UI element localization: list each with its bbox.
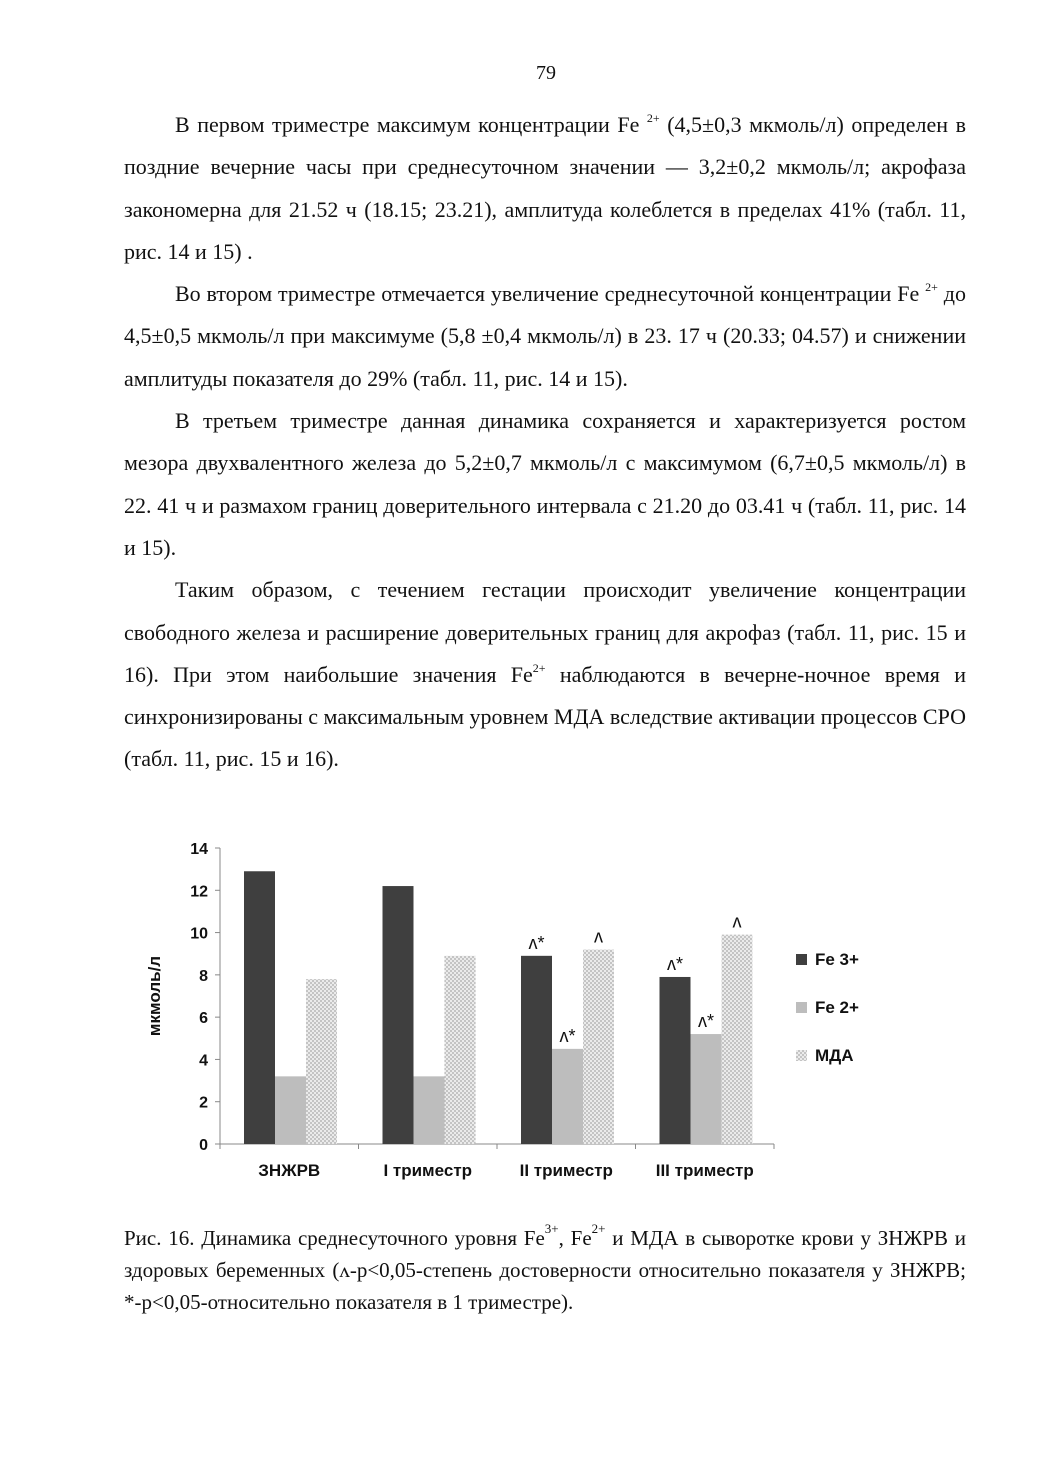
- legend-label: Fe 2+: [815, 998, 859, 1017]
- x-tick-label: III триместр: [655, 1161, 754, 1180]
- y-tick-label: 10: [190, 925, 208, 943]
- text-segment: до 4,5±0,5 мкмоль/л при максимуме (5,8 ±0,4 мкмоль/л) в 23. 17 ч (20.33; 04.57) и снижении амплитуды показателя до 29% (табл. 11, рис. 14 и 15).: [124, 281, 966, 391]
- significance-mark: ʌ: [594, 926, 603, 947]
- y-tick-label: 0: [199, 1137, 208, 1154]
- page-number: 79: [536, 62, 556, 84]
- bar-0-3: [660, 977, 691, 1144]
- y-tick-label: 12: [190, 883, 208, 901]
- bar-1-1: [414, 1076, 445, 1144]
- paragraph-3: [124, 400, 966, 569]
- legend-swatch: [796, 1050, 807, 1061]
- body-text: [124, 104, 966, 781]
- chart-legend: [796, 950, 859, 1065]
- paragraph-1: [124, 104, 966, 273]
- text-segment: В третьем триместре данная динамика сохраняется и характеризуется ростом мезора двухвалентного железа до 5,2±0,7 мкмоль/л с максимумом (6,7±0,5 мкмоль/л) в 22. 41 ч и размахом границ доверительного интервала с 21.20 до 03.41 ч (табл. 11, рис. 14 и 15).: [124, 408, 966, 560]
- y-axis-label: мкмоль/л: [145, 955, 164, 1037]
- significance-mark: ʌ*: [559, 1025, 576, 1046]
- bar-0-1: [383, 886, 414, 1144]
- bar-2-3: [722, 935, 753, 1144]
- y-tick-label: 2: [199, 1094, 208, 1112]
- bar-1-2: [552, 1049, 583, 1144]
- text-segment: Таким образом, с течением гестации происходит увеличение концентрации свободного железа и расширение доверительных границ для акрофаз (табл. 11, рис. 15 и 16). При этом наибольшие значения Fe: [124, 577, 966, 687]
- caption-superscript: 2+: [591, 1221, 606, 1236]
- legend-label: МДА: [815, 1046, 854, 1065]
- bar-chart: [124, 828, 914, 1208]
- significance-mark: ʌ*: [528, 932, 545, 953]
- caption-text: Рис. 16. Динамика среднесуточного уровня Fe: [124, 1226, 545, 1250]
- legend-swatch: [796, 1002, 807, 1013]
- significance-mark: ʌ*: [697, 1011, 715, 1032]
- y-tick-label: 14: [190, 841, 208, 858]
- significance-mark: ʌ: [732, 911, 742, 932]
- y-tick-label: 6: [199, 1010, 208, 1028]
- x-tick-label: II триместр: [519, 1161, 613, 1180]
- bar-2-0: [306, 979, 337, 1144]
- caption-superscript: 3+: [544, 1221, 559, 1236]
- chart-svg: [124, 828, 914, 1208]
- superscript: 2+: [925, 280, 938, 295]
- x-tick-label: I триместр: [383, 1161, 473, 1180]
- bar-0-0: [244, 871, 275, 1144]
- bar-1-3: [691, 1034, 722, 1144]
- bar-1-0: [275, 1076, 306, 1144]
- y-tick-label: 8: [199, 967, 208, 985]
- bar-2-2: [583, 949, 614, 1144]
- x-tick-label: ЗНЖРВ: [258, 1161, 321, 1180]
- bar-0-2: [521, 956, 552, 1144]
- text-segment: В первом триместре максимум концентрации Fe: [175, 112, 647, 137]
- caption-text: и МДА в сыворотке крови у ЗНЖРВ и здоровых беременных (ʌ-p<0,05-степень достоверности относительно показателя у ЗНЖРВ; *-p<0,05-относительно показателя в 1 триместре).: [124, 1226, 966, 1314]
- significance-mark: ʌ*: [666, 953, 684, 974]
- caption-text: , Fe: [558, 1226, 592, 1250]
- y-tick-label: 4: [199, 1052, 208, 1070]
- paragraph-2: [124, 273, 966, 400]
- text-segment: (4,5±0,3 мкмоль/л) определен в поздние вечерние часы при среднесуточном значении — 3,2±0,2 мкмоль/л; акрофаза закономерна для 21.52 ч (18.15; 23.21), амплитуда колеблется в пределах 41% (табл. 11, рис. 14 и 15) .: [124, 112, 966, 264]
- superscript: 2+: [532, 660, 546, 675]
- figure-caption: [124, 1222, 966, 1318]
- paragraph-4: [124, 569, 966, 780]
- bar-2-1: [445, 956, 476, 1144]
- legend-swatch: [796, 954, 807, 965]
- legend-label: Fe 3+: [815, 950, 859, 969]
- text-segment: Во втором триместре отмечается увеличение среднесуточной концентрации Fe: [175, 281, 926, 307]
- superscript: 2+: [646, 111, 660, 125]
- chart-bars: [244, 871, 753, 1144]
- text-segment: наблюдаются в вечерне-ночное время и синхронизированы с максимальным уровнем МДА вследствие активации процессов СРО (табл. 11, рис. 15 и 16).: [124, 661, 966, 772]
